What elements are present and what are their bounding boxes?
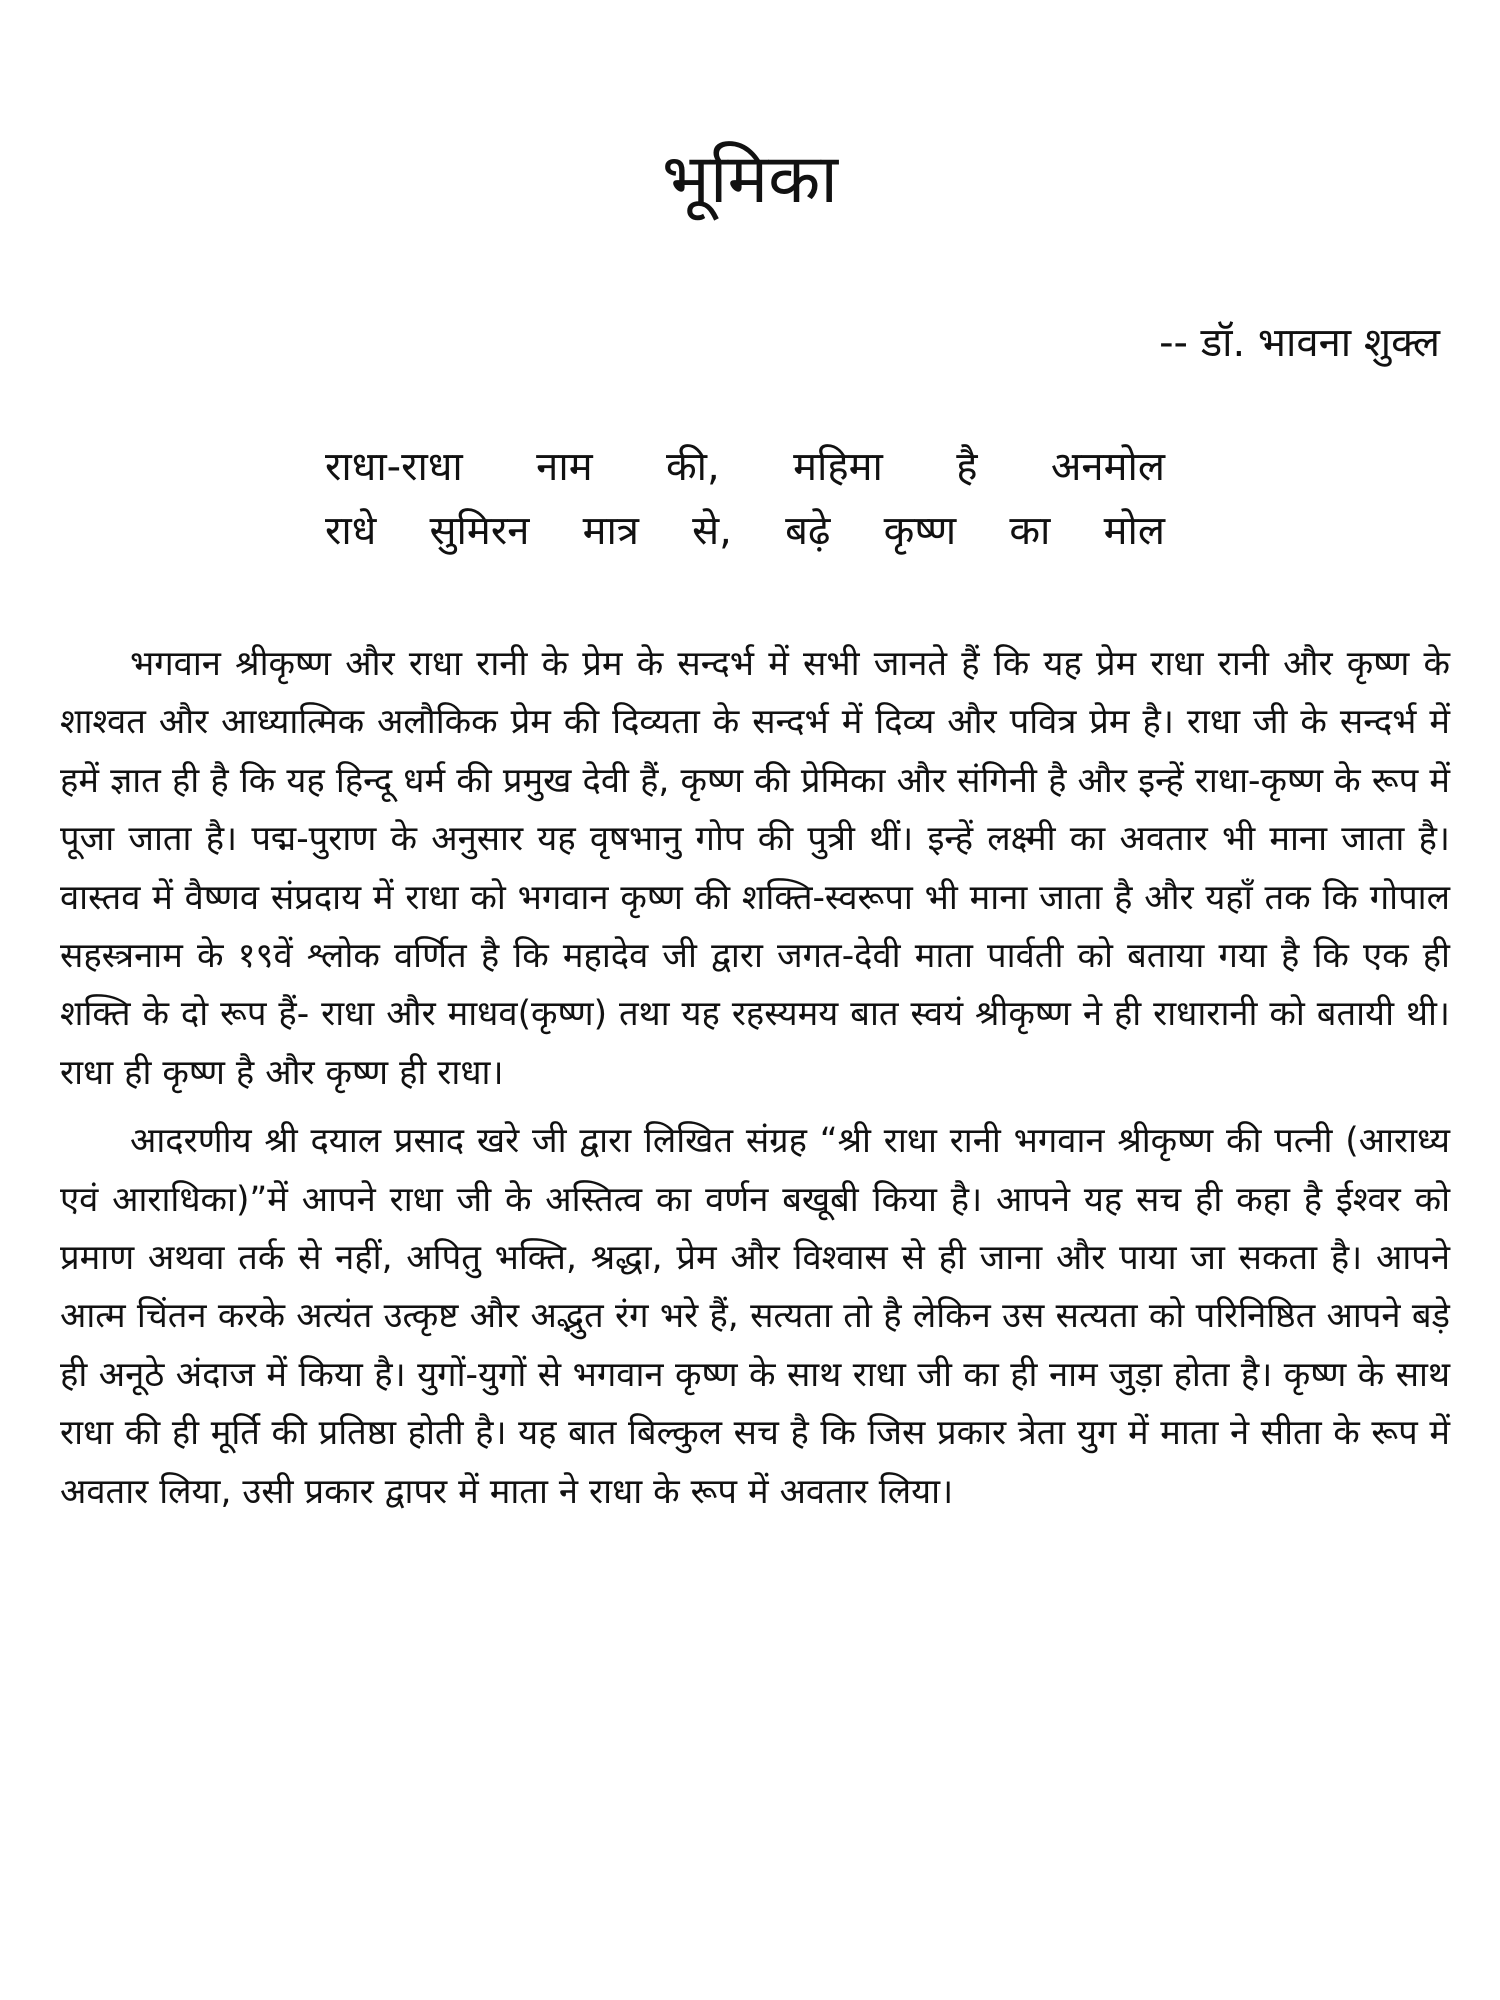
page-title: भूमिका [662, 140, 838, 219]
couplet-line: राधे सुमिरन मात्र से, बढ़े कृष्ण का मोल [325, 508, 1165, 554]
couplet-line: राधा-राधा नाम की, महिमा है अनमोल [325, 444, 1165, 490]
paragraph: आदरणीय श्री दयाल प्रसाद खरे जी द्वारा लिखित संग्रह “श्री राधा रानी भगवान श्रीकृष्ण की पत्नी (आराध्य एवं आराधिका)”में आपने राधा जी के अस्तित्व का वर्णन बखूबी किया है। आपने यह सच ही कहा है ईश्वर को प्रमाण अथवा तर्क से नहीं, अपितु भक्ति, श्रद्धा, प्रेम और विश्वास से ही जाना और पाया जा सकता है। आपने आत्म चिंतन करके अत्यंत उत्कृष्ट और अद्भुत रंग भरे हैं, सत्यता तो है लेकिन उस सत्यता को परिनिष्ठित आपने बड़े ही अनूठे अंदाज में किया है। युगों-युगों से भगवान कृष्ण के साथ राधा जी का ही नाम जुड़ा होता है। कृष्ण के साथ राधा की ही मूर्ति की प्रतिष्ठा होती है। यह बात बिल्कुल सच है कि जिस प्रकार त्रेता युग में माता ने सीता के रूप में अवतार लिया, उसी प्रकार द्वापर में माता ने राधा के रूप में अवतार लिया। [60, 1121, 1450, 1512]
body-text [60, 635, 1450, 1531]
couplet [325, 435, 1165, 563]
author-line: -- डॉ. भावना शुक्ल [1159, 320, 1440, 366]
paragraph: भगवान श्रीकृष्ण और राधा रानी के प्रेम के सन्दर्भ में सभी जानते हैं कि यह प्रेम राधा रानी और कृष्ण के शाश्वत और आध्यात्मिक अलौकिक प्रेम की दिव्यता के सन्दर्भ में दिव्य और पवित्र प्रेम है। राधा जी के सन्दर्भ में हमें ज्ञात ही है कि यह हिन्दू धर्म की प्रमुख देवी हैं, कृष्ण की प्रेमिका और संगिनी है और इन्हें राधा-कृष्ण के रूप में पूजा जाता है। पद्म-पुराण के अनुसार यह वृषभानु गोप की पुत्री थीं। इन्हें लक्ष्मी का अवतार भी माना जाता है। वास्तव में वैष्णव संप्रदाय में राधा को भगवान कृष्ण की शक्ति-स्वरूपा भी माना जाता है और यहाँ तक कि गोपाल सहस्त्रनाम के १९वें श्लोक वर्णित है कि महादेव जी द्वारा जगत-देवी माता पार्वती को बताया गया है कि एक ही शक्ति के दो रूप हैं- राधा और माधव(कृष्ण) तथा यह रहस्यमय बात स्वयं श्रीकृष्ण ने ही राधारानी को बतायी थी। राधा ही कृष्ण है और कृष्ण ही राधा। [60, 644, 1450, 1093]
